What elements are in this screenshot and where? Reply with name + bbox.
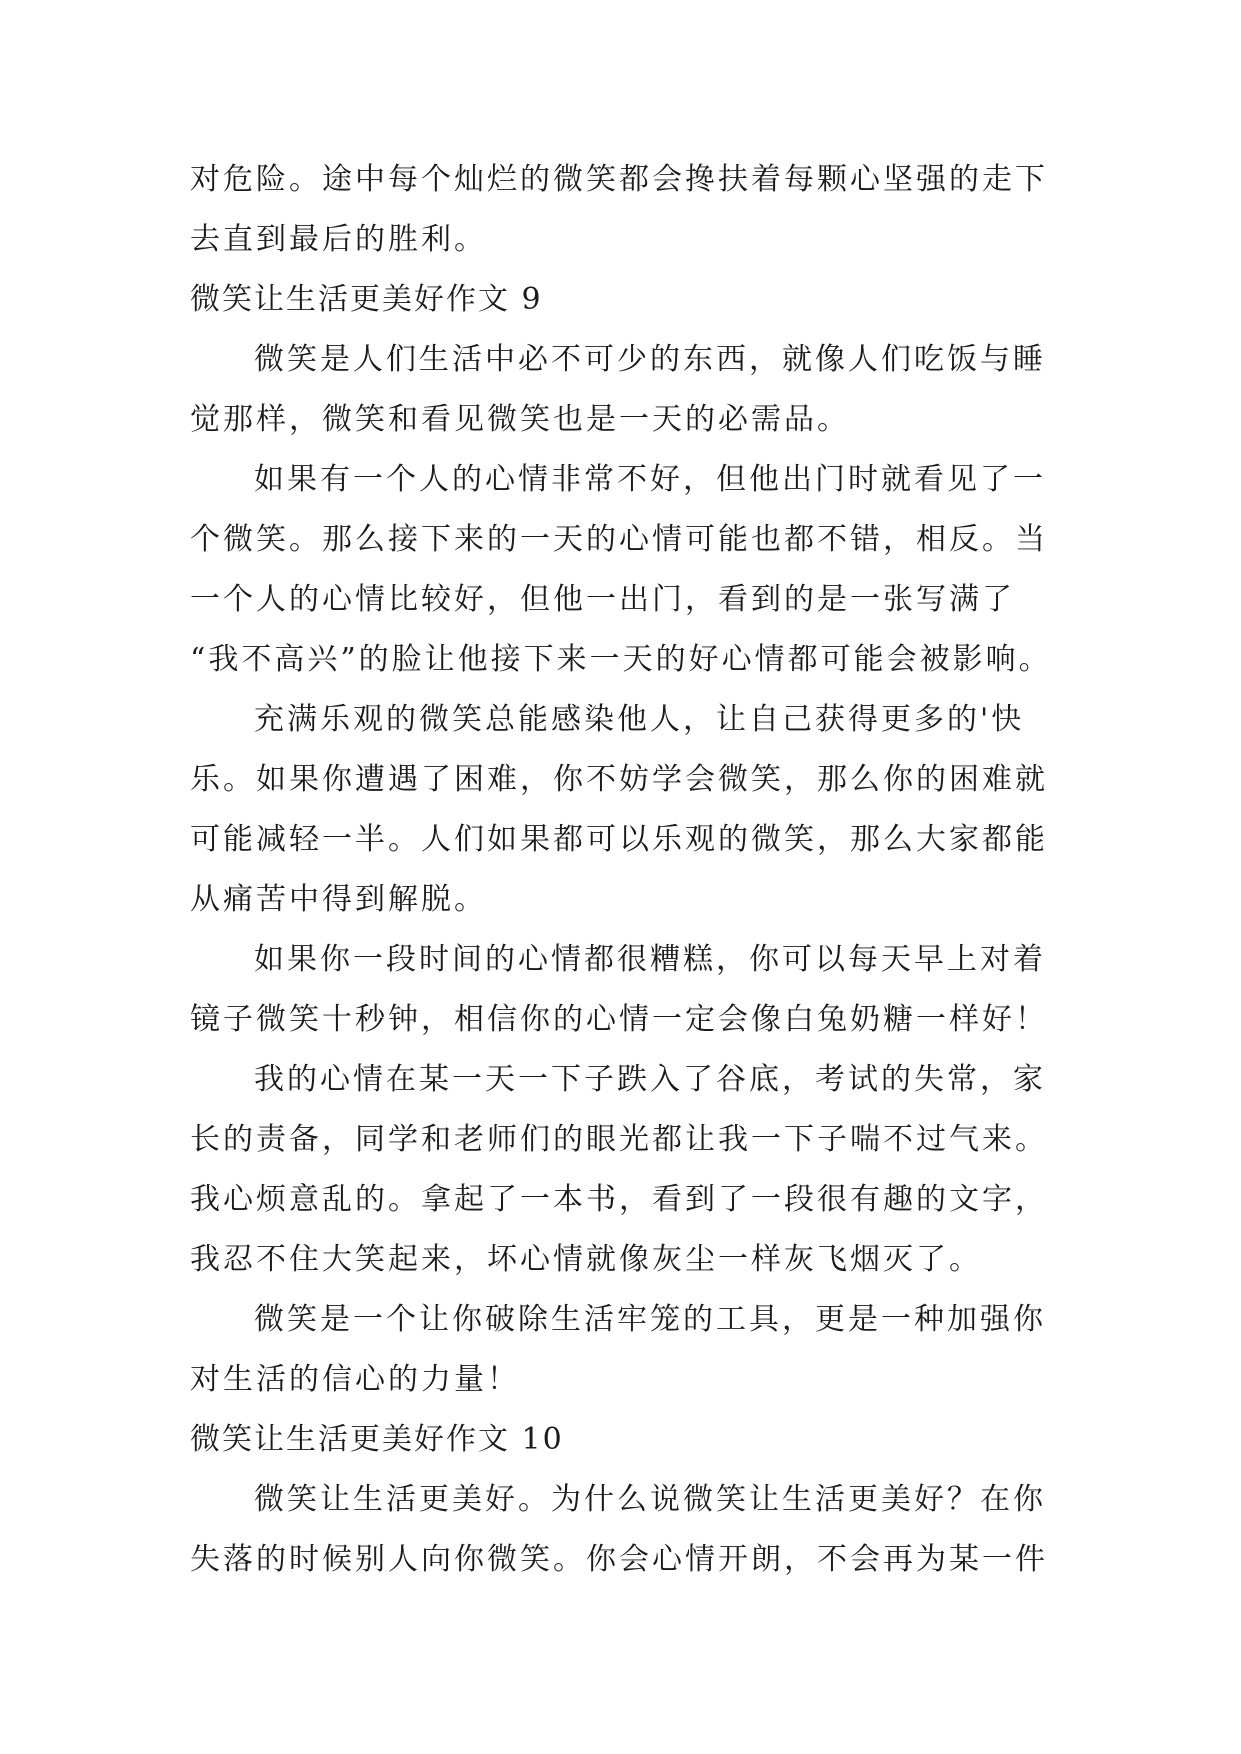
paragraph-start: 我的心情在某一天一下子跌入了谷底，考试的失常，家 [254, 1062, 1046, 1097]
text-line: 去直到最后的胜利。 [190, 222, 487, 257]
text-line: 乐。如果你遭遇了困难，你不妨学会微笑，那么你的困难就 [190, 762, 1048, 797]
text-line: 可能减轻一半。人们如果都可以乐观的微笑，那么大家都能 [190, 822, 1048, 857]
document-body [190, 150, 1070, 1590]
text-line: 镜子微笑十秒钟，相信你的心情一定会像白兔奶糖一样好！ [190, 1002, 1048, 1037]
text-line: 对生活的信心的力量！ [190, 1362, 520, 1397]
paragraph-start: 微笑让生活更美好。为什么说微笑让生活更美好？在你 [254, 1482, 1046, 1517]
paragraph-start: 微笑是人们生活中必不可少的东西，就像人们吃饭与睡 [254, 342, 1046, 377]
text-line: 从痛苦中得到解脱。 [190, 882, 487, 917]
text-line: 长的责备，同学和老师们的眼光都让我一下子喘不过气来。 [190, 1122, 1048, 1157]
text-line: 一个人的心情比较好，但他一出门，看到的是一张写满了 [190, 582, 1015, 617]
paragraph-start: 充满乐观的微笑总能感染他人，让自己获得更多的'快 [254, 702, 1025, 737]
text-line: 个微笑。那么接下来的一天的心情可能也都不错，相反。当 [190, 522, 1048, 557]
section-heading: 微笑让生活更美好作文 10 [190, 1422, 564, 1457]
text-line: 失落的时候别人向你微笑。你会心情开朗，不会再为某一件 [190, 1542, 1048, 1577]
paragraph-start: 微笑是一个让你破除生活牢笼的工具，更是一种加强你 [254, 1302, 1046, 1337]
paragraph-start: 如果你一段时间的心情都很糟糕，你可以每天早上对着 [254, 942, 1046, 977]
paragraph-start: 如果有一个人的心情非常不好，但他出门时就看见了一 [254, 462, 1046, 497]
section-heading: 微笑让生活更美好作文 9 [190, 282, 543, 317]
text-line: 对危险。途中每个灿烂的微笑都会搀扶着每颗心坚强的走下 [190, 162, 1048, 197]
text-line: 觉那样，微笑和看见微笑也是一天的必需品。 [190, 402, 850, 437]
text-line: “我不高兴”的脸让他接下来一天的好心情都可能会被影响。 [190, 642, 1052, 677]
text-line: 我忍不住大笑起来，坏心情就像灰尘一样灰飞烟灭了。 [190, 1242, 982, 1277]
text-line: 我心烦意乱的。拿起了一本书，看到了一段很有趣的文字， [190, 1182, 1048, 1217]
